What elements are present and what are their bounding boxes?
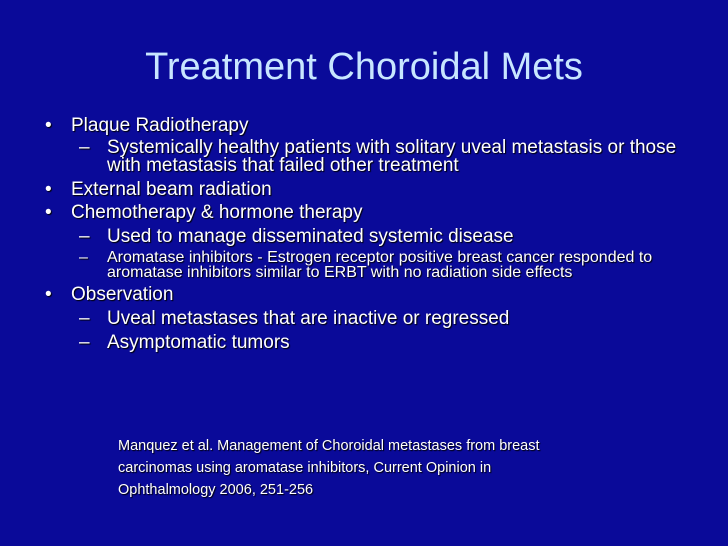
subitem-aromatase-inhibitors <box>45 250 705 280</box>
bullet-text: Observation <box>71 284 174 305</box>
bullet-item-observation <box>45 284 705 306</box>
bullet-text: Plaque Radiotherapy <box>71 115 249 136</box>
bullet-item-chemotherapy <box>45 202 705 224</box>
slide-title: Treatment Choroidal Mets <box>145 46 583 88</box>
dash-glyph: – <box>79 226 90 247</box>
subitem-healthy-patients <box>45 139 705 175</box>
subitem-text: Aromatase inhibitors - Estrogen receptor positive breast cancer responded to aromatase inhibitors similar to ERBT with no radiation side effects <box>107 249 653 281</box>
citation-line-1: Manquez et al. Management of Choroidal metastases from breast <box>118 438 540 454</box>
bullet-glyph: • <box>45 284 52 305</box>
bullet-glyph: • <box>45 179 52 200</box>
dash-glyph: – <box>79 332 90 353</box>
citation <box>118 435 618 501</box>
subitem-text: Systemically healthy patients with solitary uveal metastasis or those with metastasis that failed other treatment <box>107 137 677 176</box>
subitem-asymptomatic <box>45 332 705 354</box>
bullet-glyph: • <box>45 202 52 223</box>
subitem-text: Asymptomatic tumors <box>107 332 290 353</box>
bullet-text: External beam radiation <box>71 179 272 200</box>
subitem-disseminated-disease <box>45 226 705 248</box>
bullet-list <box>45 115 705 356</box>
bullet-text: Chemotherapy & hormone therapy <box>71 202 363 223</box>
subitem-text: Used to manage disseminated systemic disease <box>107 226 514 247</box>
subitem-uveal-inactive <box>45 308 705 330</box>
citation-line-2: carcinomas using aromatase inhibitors, Current Opinion in <box>118 460 492 476</box>
dash-glyph: – <box>79 137 90 158</box>
bullet-item-external-beam <box>45 179 705 201</box>
subitem-text: Uveal metastases that are inactive or regressed <box>107 308 510 329</box>
citation-line-3: Ophthalmology 2006, 251-256 <box>118 482 314 498</box>
dash-glyph: – <box>79 308 90 329</box>
dash-glyph: – <box>79 249 88 266</box>
bullet-glyph: • <box>45 115 52 136</box>
bullet-item-plaque-radiotherapy <box>45 115 705 137</box>
